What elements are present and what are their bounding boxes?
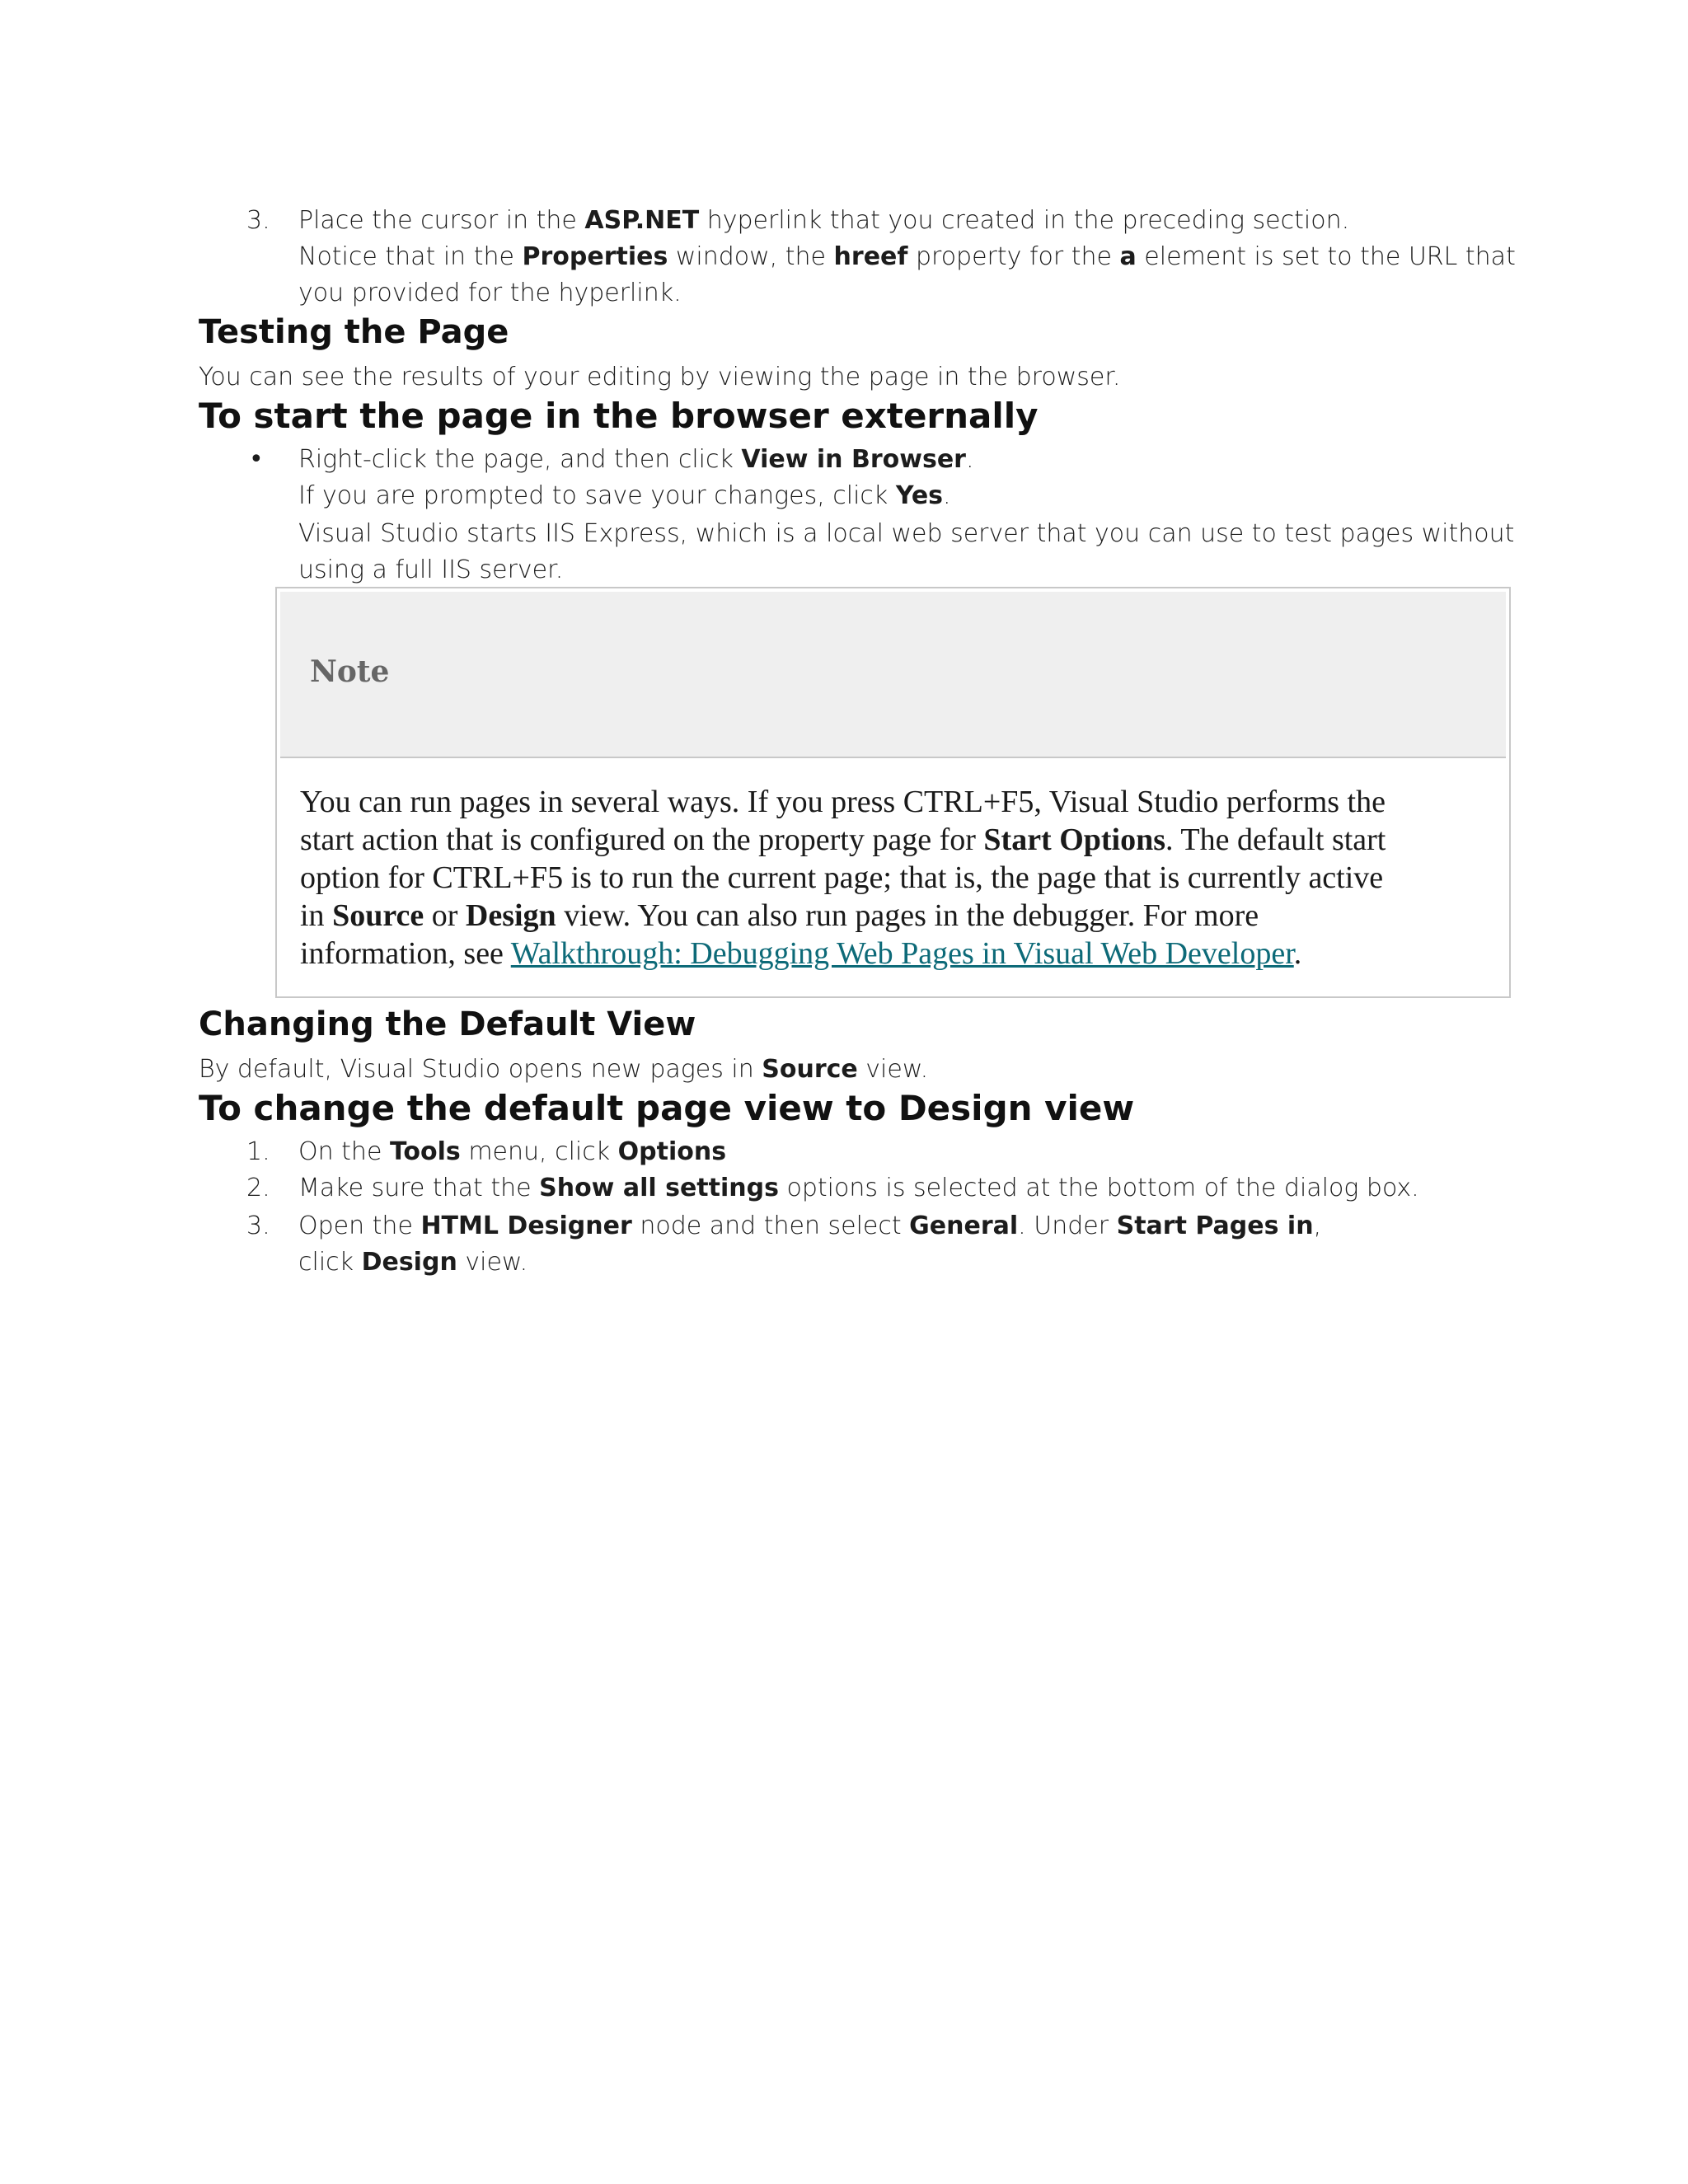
note-line4: in Source or Design view. You can also run pages in the debugger. For more <box>300 898 1259 933</box>
start-external-line1: Right-click the page, and then click View in Browser. <box>298 445 974 474</box>
note-header <box>280 592 1506 758</box>
note-title: Note <box>310 654 390 689</box>
change-step2: Make sure that the Show all settings options is selected at the bottom of the dialog box. <box>298 1174 1419 1202</box>
step-number: 1. <box>246 1137 270 1166</box>
step3-line3: you provided for the hyperlink. <box>298 279 682 307</box>
step-number: 2. <box>246 1174 270 1202</box>
start-external-line4: using a full IIS server. <box>298 555 564 584</box>
heading-testing-the-page: Testing the Page <box>199 313 509 351</box>
step-number: 3. <box>246 1212 270 1240</box>
bullet: • <box>249 445 264 474</box>
note-body <box>300 783 1454 972</box>
heading-start-externally: To start the page in the browser externally <box>199 396 1039 436</box>
step3-line2: Notice that in the Properties window, the hreef property for the a element is set to the URL that <box>298 242 1516 271</box>
default-view-paragraph: By default, Visual Studio opens new pages in Source view. <box>199 1055 929 1084</box>
heading-change-to-design-view: To change the default page view to Design view <box>199 1088 1135 1128</box>
walkthrough-link[interactable]: Walkthrough: Debugging Web Pages in Visual Web Developer <box>510 936 1294 971</box>
note-box <box>275 587 1511 998</box>
note-line5: information, see Walkthrough: Debugging Web Pages in Visual Web Developer. <box>300 936 1302 971</box>
change-step1: On the Tools menu, click Options <box>298 1137 727 1166</box>
start-external-line2: If you are prompted to save your changes, click Yes. <box>298 481 951 510</box>
start-external-line3: Visual Studio starts IIS Express, which is a local web server that you can use to test pages without <box>298 519 1515 548</box>
change-step3-line2: click Design view. <box>298 1248 528 1277</box>
change-step3-line1: Open the HTML Designer node and then select General. Under Start Pages in, <box>298 1212 1322 1240</box>
step-number: 3. <box>246 206 270 235</box>
note-line3: option for CTRL+F5 is to run the current page; that is, the page that is currently active <box>300 860 1384 895</box>
note-line1: You can run pages in several ways. If you press CTRL+F5, Visual Studio performs the <box>300 785 1386 819</box>
note-line2: start action that is configured on the property page for Start Options. The default start <box>300 823 1386 857</box>
step3-line1: Place the cursor in the ASP.NET hyperlink that you created in the preceding section. <box>298 206 1350 235</box>
heading-changing-default-view: Changing the Default View <box>199 1005 696 1043</box>
testing-paragraph: You can see the results of your editing by viewing the page in the browser. <box>199 363 1121 391</box>
